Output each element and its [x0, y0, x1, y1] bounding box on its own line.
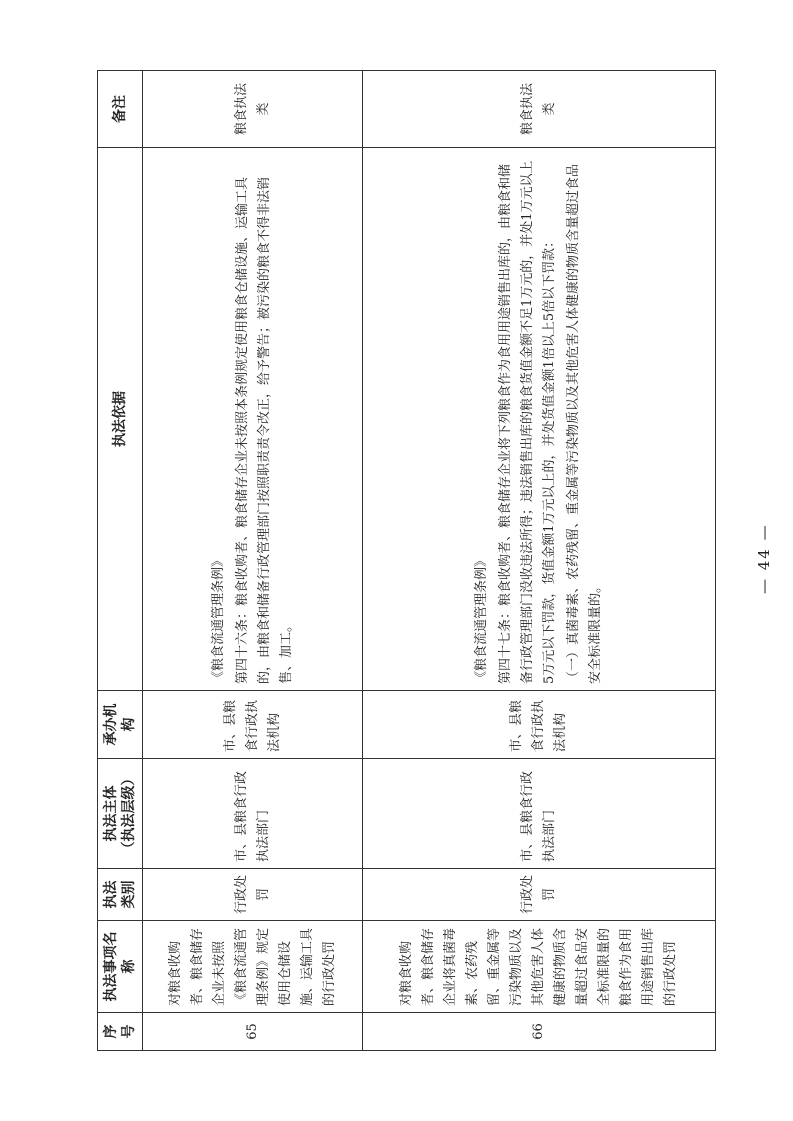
row-subject: 市、县粮食行政执法部门 [363, 759, 716, 869]
table-header-row [98, 71, 143, 1051]
row-basis [363, 148, 716, 691]
header-seq: 序号 [98, 1013, 143, 1051]
row-basis [143, 148, 363, 691]
header-subject [98, 759, 143, 869]
basis-title: 《粮食流通管理条例》 [210, 553, 226, 684]
row-seq: 66 [363, 1013, 716, 1051]
header-subject-line1: 执法主体 [103, 785, 119, 842]
page-number: — 44 — [755, 523, 773, 594]
row-item: 对粮食收购者、粮食储存企业将真菌毒素、农药残留、重金属等污染物质以及其他危害人体健康的物质含量超过食品安全标准限量的粮食作为食用用途销售出库的行政处罚 [363, 921, 716, 1013]
header-subject-line2: （执法层级） [121, 771, 137, 856]
table-row [363, 71, 716, 1051]
table-row [143, 71, 363, 1051]
header-remark: 备注 [98, 71, 143, 148]
header-agency: 承办机构 [98, 691, 143, 759]
row-agency: 市、县粮食行政执法机构 [143, 691, 363, 759]
row-remark: 粮食执法类 [143, 71, 363, 148]
basis-paragraph-item-1: （一）真菌毒素、农药残留、重金属等污染物质以及其他危害人体健康的物质含量超过食品安全标准限量的。 [566, 163, 603, 684]
row-category: 行政处罚 [143, 869, 363, 921]
basis-paragraph: 第四十六条：粮食收购者、粮食储存企业未按照本条例规定使用粮食仓储设施、运输工具的，由粮食和储备行政管理部门按照职责责令改正，给予警告；被污染的粮食不得非法销售、加工。 [234, 176, 294, 684]
row-subject: 市、县粮食行政执法部门 [143, 759, 363, 869]
row-item: 对粮食收购者、粮食储存企业未按照《粮食流通管理条例》规定使用仓储设施、运输工具的行政处罚 [143, 921, 363, 1013]
row-category: 行政处罚 [363, 869, 716, 921]
row-agency: 市、县粮食行政执法机构 [363, 691, 716, 759]
basis-title: 《粮食流通管理条例》 [474, 553, 489, 684]
row-seq: 65 [143, 1013, 363, 1051]
basis-paragraph: 第四十七条：粮食收购者、粮食储存企业将下列粮食作为食用用途销售出库的，由粮食和储备行政管理部门没收违法所得；违法销售出库的粮食货值金额不足1万元的，并处1万元以上5万元以下罚款，货值金额1万元以上的，并处货值金额1倍以上5倍以下罚款： [498, 160, 557, 684]
law-enforcement-table [97, 70, 716, 1051]
row-remark: 粮食执法类 [363, 71, 716, 148]
header-category: 执法类别 [98, 869, 143, 921]
header-basis: 执法依据 [98, 148, 143, 691]
header-item: 执法事项名称 [98, 921, 143, 1013]
